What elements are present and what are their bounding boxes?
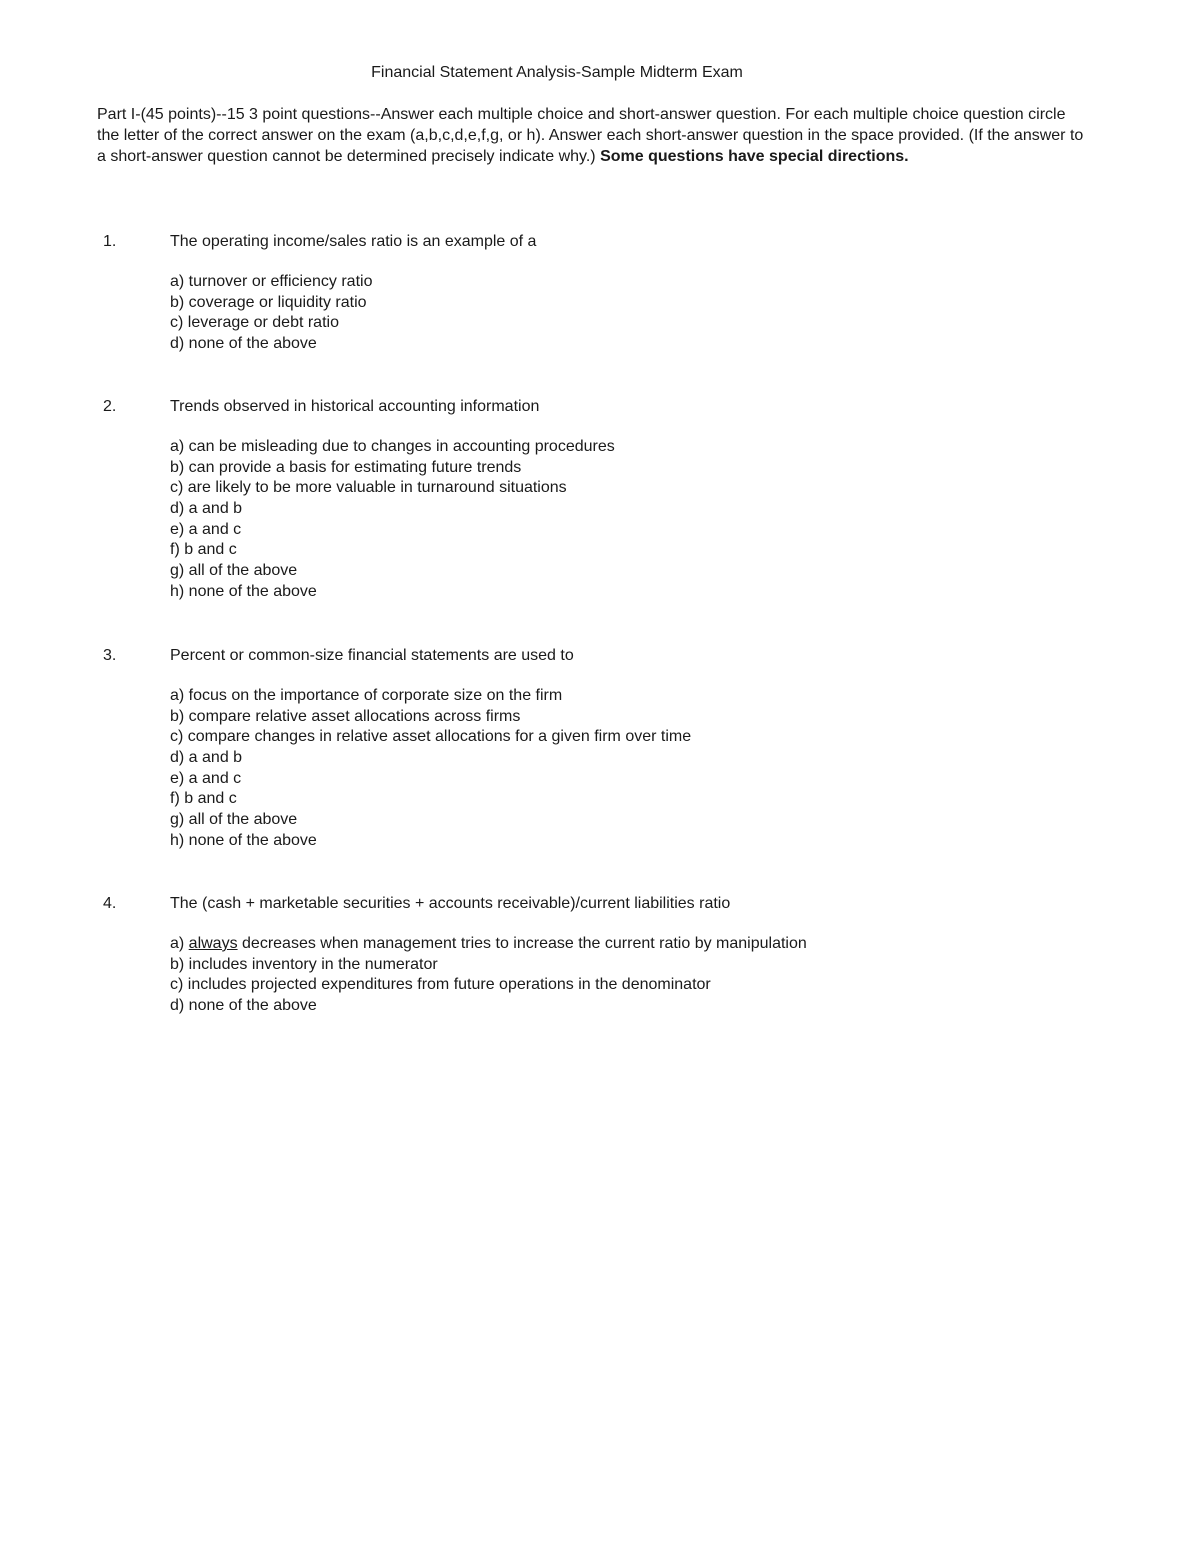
question-row	[0, 645, 1200, 666]
question-number: 1.	[103, 233, 117, 250]
answer-option-prefix: a)	[170, 935, 189, 952]
answer-option-a[interactable]: a) turnover or efficiency ratio	[170, 273, 373, 290]
answer-options	[170, 934, 807, 1017]
question-3	[0, 645, 1200, 849]
answer-option-a[interactable]: a) focus on the importance of corporate size on the firm	[170, 687, 563, 704]
instructions-paragraph	[97, 104, 1087, 167]
instructions-special-directions: Some questions have special directions.	[600, 148, 909, 165]
answer-option-c[interactable]: c) compare changes in relative asset allocations for a given firm over time	[170, 728, 692, 746]
answer-option-f[interactable]: f) b and c	[170, 541, 237, 559]
answer-option-h[interactable]: h) none of the above	[170, 831, 317, 849]
answer-option-g[interactable]: g) all of the above	[170, 811, 298, 829]
answer-option-c[interactable]: c) are likely to be more valuable in turnaround situations	[170, 479, 567, 497]
answer-option-d[interactable]: d) none of the above	[170, 335, 317, 353]
answer-option-b[interactable]: b) compare relative asset allocations across firms	[170, 707, 521, 725]
answer-option-b[interactable]: b) coverage or liquidity ratio	[170, 293, 367, 311]
question-1	[0, 231, 1200, 353]
question-number: 4.	[103, 895, 117, 912]
instructions-text: Part I-(45 points)--15 3 point questions--Answer each multiple choice and short-answer question. For each multiple choice question circle the letter of the correct answer on the exam (a,b,c,d,e,f,g, or h). Answer each short-answer question in the space provided. (If the answer to a short-answer question cannot be determined precisely indicate why.)	[97, 106, 1084, 165]
question-text: The (cash + marketable securities + accounts receivable)/current liabilities ratio	[170, 895, 731, 912]
question-4	[0, 893, 1200, 1015]
question-row	[0, 893, 1200, 914]
question-row	[0, 396, 1200, 417]
underlined-emphasis: always	[188, 935, 238, 952]
answer-options	[170, 272, 372, 355]
question-text: The operating income/sales ratio is an example of a	[170, 233, 537, 250]
answer-option-f[interactable]: f) b and c	[170, 790, 237, 808]
answer-option-b[interactable]: b) includes inventory in the numerator	[170, 955, 438, 973]
answer-option-a[interactable]	[170, 934, 807, 955]
answer-option-e[interactable]: e) a and c	[170, 520, 242, 538]
answer-option-d[interactable]: d) a and b	[170, 500, 243, 518]
answer-option-h[interactable]: h) none of the above	[170, 582, 317, 600]
answer-option-suffix: decreases when management tries to increase the current ratio by manipulation	[237, 935, 807, 952]
question-row	[0, 231, 1200, 252]
answer-options	[170, 686, 691, 852]
question-2	[0, 396, 1200, 600]
question-text: Percent or common-size financial statements are used to	[170, 647, 574, 664]
answer-option-e[interactable]: e) a and c	[170, 769, 242, 787]
answer-option-c[interactable]: c) includes projected expenditures from future operations in the denominator	[170, 976, 711, 994]
answer-option-d[interactable]: d) none of the above	[170, 997, 317, 1015]
answer-option-g[interactable]: g) all of the above	[170, 562, 298, 580]
question-text: Trends observed in historical accounting information	[170, 398, 540, 415]
answer-option-c[interactable]: c) leverage or debt ratio	[170, 314, 339, 332]
answer-option-d[interactable]: d) a and b	[170, 749, 243, 767]
question-number: 2.	[103, 398, 117, 415]
question-number: 3.	[103, 647, 117, 664]
answer-options	[170, 437, 615, 603]
answer-option-b[interactable]: b) can provide a basis for estimating future trends	[170, 458, 522, 476]
document-title: Financial Statement Analysis-Sample Midterm Exam	[371, 64, 743, 81]
answer-option-a[interactable]: a) can be misleading due to changes in accounting procedures	[170, 438, 615, 455]
